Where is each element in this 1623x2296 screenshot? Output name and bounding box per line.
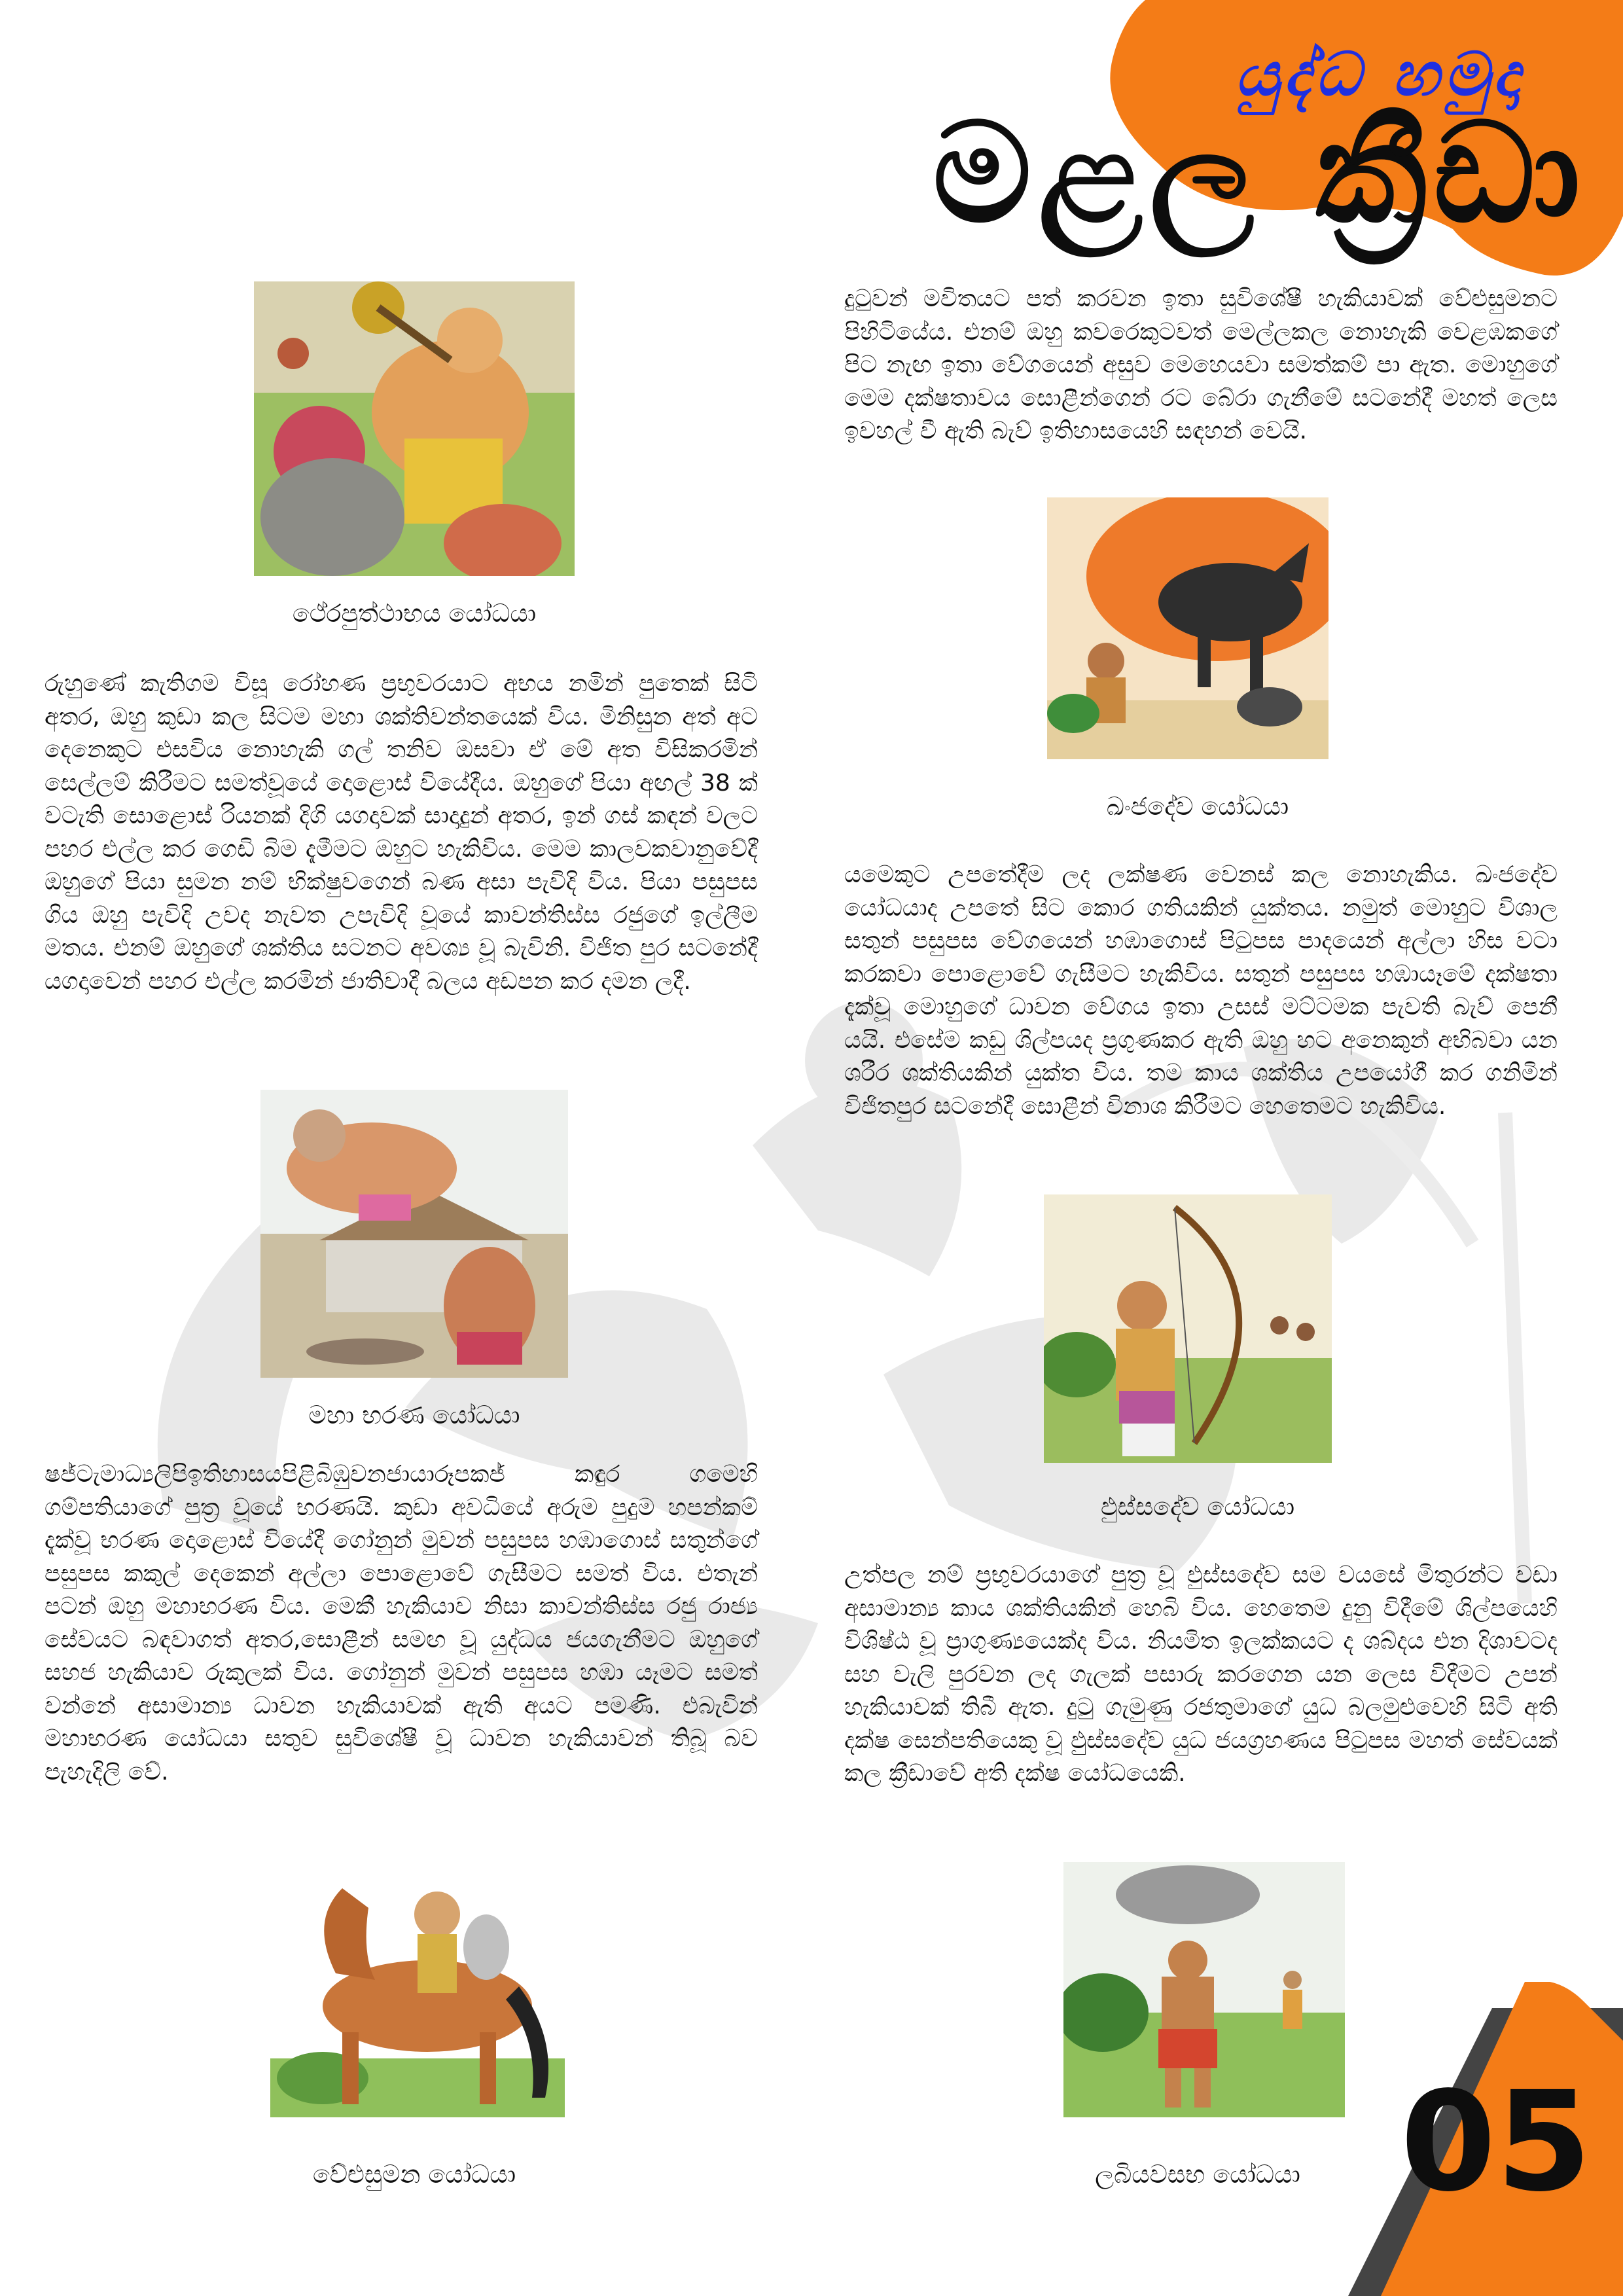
caption-maha-bharana: මහා භරණ යෝධයා [308,1401,520,1429]
caption-phussadeva: ඵුස්සදේව යෝධයා [1100,1492,1295,1521]
paragraph-phussadeva: උත්පල නම් ප්‍රභුවරයාගේ පුත්‍ර වූ ඵුස්සදේව සම වයසේ මිතුරන්ට වඩා අසාමාන්‍ය කාය ශක්තියකින් හෙබි විය. හෙතෙම දුනු විදීමේ ශිල්පයෙහි විශිෂ්ඨ වූ ප්‍රාගුණ්‍යයෙක්ද විය. නියමිත ඉලක්කයට ද ශබ්දය එන දිශාවටද සහ වැලි පුරවන ලද ගැලක් පසාරු කරගෙන යන ලෙස විදීමට උපන් හැකියාවක් තිබී ඇත. දුටු ගැමුණු රජතුමාගේ යුධ බලමුළුවෙහි සිටි අති දක්ෂ සෙන්පතියෙකු වූ ඵුස්සදේව යුධ ජයග්‍රහණය පිටුපස මහත් සේවයක් කල ක්‍රීඩාවේ අති දක්ෂ යෝධයෙකි. [844,1562,1558,1787]
caption-velusumana: වේළුසුමන යෝධයා [312,2160,516,2189]
caption-therapuththabhaya: ථේරපුත්ථාභය යෝධයා [292,599,537,628]
illustration-labhiyavasabha [1063,1862,1345,2117]
illustration-khanjadeva [1047,497,1329,759]
caption-labhiyavasabha: ලබියවසභ යෝධයා [1095,2160,1300,2189]
illustration-therapuththabhaya [254,281,575,576]
paragraph-velusumana: දුටුවන් මවිතයට පත් කරවන ඉතා සුවිශේෂී හැකියාවක් වේළුසුමනට පිහිටියේය. එනම් ඔහු කවරෙකුටවත් මෙල්ලකල නොහැකි වෙළඹකගේ පිට නැඟ ඉතා වේගයෙන් අසුව මෙහෙයවා සමත්කම් පා ඇත. මොහුගේ මෙම දක්ෂතාවය සොළීන්ගෙන් රට බේරා ගැනීමේ සටනේදී මහත් ලෙස ඉවහල් වී ඇති බැව් ඉතිහාසයෙහි සඳහන් වෙයි. [844,285,1558,444]
illustration-phussadeva [1044,1194,1332,1463]
illustration-velusumana [270,1842,565,2117]
illustration-maha-bharana [260,1090,568,1378]
paragraph-khanjadeva: යමෙකුට උපතේදීම ලද ලක්ෂණ වෙනස් කල නොහැකිය. ඛංජදේව යෝධයාද උපතේ සිට කොර ගතියකින් යුක්තය. නමුත් මොහුට විශාල සතුන් පසුපස වේගයෙන් හඹාගොස් පිටුපස පාදයෙන් අල්ලා හිස වටා කරකවා පොළොවේ ගැසීමට හැකිවිය. සතුන් පසුපස හඹායෑමේ දක්ෂතා දැක්වූ මොහුගේ ධාවන වේගය ඉතා උසස් මට්ටමක පැවති බැව් පෙනී යයි. එසේම කඩු ශිල්පයද ප්‍රගුණකර ඇති ඔහු හට අනෙකුන් අභිබවා යන ශරීර ශක්තියකින් යුක්ත විය. තම කාය ශක්තිය උපයෝගී කර ගනිමින් විජිතපුර සටනේදී සොළීන් විනාශ කිරීමට හෙතෙමට හැකිවිය. [844,861,1558,1120]
magazine-subtitle: යුද්ධ හමුදා [1235,39,1525,109]
paragraph-maha-bharana: ෂජ්ටැමාධ්‍යලිපිඉතිහාසයපිළිබිඹුවනජායාරූපකජ් කඳුර ගමෙහි ගම්පතියාගේ පුත්‍ර වූයේ භරණයි. කුඩා අවධියේ අරුම පුදුම හපන්කම් දැක්වූ භරණ දොළොස් වියේදී ගෝනුන් මුවන් පසුපස හඹාගොස් සතුන්ගේ පසුපස කකුල් දෙකෙන් අල්ලා පොළොවේ ගැසීමට සමත් විය. එතැන් පටන් ඔහු මහාභරණ විය. මෙකී හැකියාව නිසා කාවන්තිස්ස රජු රාජ්‍ය සේවයට බඳවාගත් අතර,සොළීන් සමඟ වූ යුද්ධය ජයගැනීමට ඔහුගේ සහජ හැකියාව රුකුලක් විය. ගෝනුන් මුවන් පසුපස හඹා යෑමට සමත් වන්නේ අසාමාන්‍ය ධාවන හැකියාවක් ඇති අයට පමණි. එබැවින් මහාභරණ යෝධයා සතුව සුවිශේෂී වූ ධාවන හැකියාවන් තිබූ බව පැහැදිලි වේ. [45,1461,758,1785]
paragraph-therapuththabhaya: රුහුණේ කැතිගම විසූ රෝහණ ප්‍රභුවරයාට අභය නමින් පුතෙක් සිටි අතර, ඔහු කුඩා කල සිටම මහා ශක්තිවන්තයෙක් විය. මිනිසුන අත් අට දෙනෙකුට එසවිය නොහැකි ගල් තනිව ඔසවා ඒ මේ අත විසිකරමින් සෙල්ලම් කිරීමට සමත්වූයේ දොළොස් වියේදීය. ඔහුගේ පියා අඟල් 38 ක් වටැති සොළොස් රියනක් දිගි යගදාවක් සාදාදුන් අතර, ඉන් ගස් කඳන් වලට පහර එල්ල කර ගෙඩි බිම දැමීමට ඔහුට හැකිවිය. මෙම කාලවකවානුවේදී ඔහුගේ පියා සුමන නම් භික්ෂුවගෙන් බණ අසා පැවිදි විය. පියා පසුපස ගිය ඔහු පැවිදි උවද නැවත උපැවිදි වූයේ කාවන්තිස්ස රජුගේ ඉල්ලීම මතය. එනම් ඔහුගේ ශක්තිය සටනට අවශ්‍ය වූ බැවිනි. විජිත පුර සටනේදී යගදාවෙන් පහර එල්ල කරමින් ජාතිවාදී බලය අඩපන කර දමන ලදී. [45,670,758,995]
page-title: මළල ක්‍රීඩා [933,93,1587,253]
page-number: 05 [1400,2062,1592,2222]
caption-khanjadeva: ඛංජදේව යෝධයා [1106,792,1289,821]
